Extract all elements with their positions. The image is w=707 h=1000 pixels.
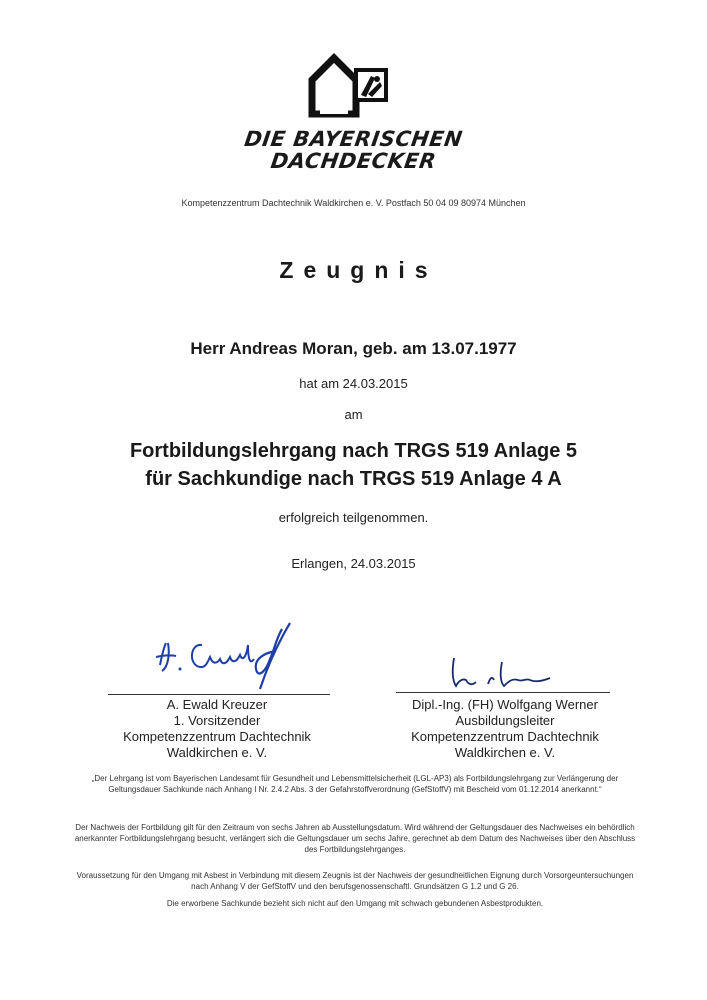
signatory-right-org-2: Waldkirchen e. V. <box>454 745 556 760</box>
course-title-line-1: Fortbildungslehrgang nach TRGS 519 Anlage 5 <box>129 440 578 462</box>
signatory-right <box>380 697 630 761</box>
certificate-title: Zeugnis <box>279 257 438 283</box>
result-text: erfolgreich teilgenommen. <box>278 510 429 525</box>
signatory-left-org-1: Kompetenzzentrum Dachtechnik <box>123 729 311 744</box>
note-accreditation: „Der Lehrgang ist vom Bayerischen Landesamt für Gesundheit und Lebensmittelsicherheit (LGL-AP3) als Fortbildungslehrgang zur Verlängerung der Geltungsdauer Sachkunde nach Anhang I Nr. 2.4.2 Abs. 3 der Gefahrstoffverordnung (GefStoffV) mit Bescheid vom 01.12.2014 anerkannt.“ <box>91 774 619 794</box>
signatory-left <box>92 697 342 761</box>
signatory-right-org-1: Kompetenzzentrum Dachtechnik <box>411 729 599 744</box>
note-validity: Der Nachweis der Fortbildung gilt für den Zeitraum von sechs Jahren ab Ausstellungsdatum. Wird während der Geltungsdauer des Nachweises ein behördlich anerkannter Fortbildungslehrgang besucht, verlängert sich die Geltungsdauer um sechs Jahre, gerechnet ab dem Datum des Nachweises über den Abschluss des Fortbildungslehrganges. <box>74 823 636 854</box>
signatory-left-org-2: Waldkirchen e. V. <box>166 745 268 760</box>
signature-line-right <box>396 692 610 693</box>
note-scope: Die erworbene Sachkunde bezieht sich nicht auf den Umgang mit schwach gebundenen Asbestprodukten. <box>166 899 544 908</box>
am-label: am <box>344 407 363 422</box>
signatory-right-name: Dipl.-Ing. (FH) Wolfgang Werner <box>412 697 598 712</box>
issuer-address: Kompetenzzentrum Dachtechnik Waldkirchen e. V. Postfach 50 04 09 80974 München <box>181 198 526 208</box>
note-requirements: Voraussetzung für den Umgang mit Asbest in Verbindung mit diesem Zeugnis ist der Nachweis der gesundheitlichen Eignung durch Vorsorgeuntersuchungen nach Anhang V der GefStoffV und den berufsgenossenschaftl. Grundsätzen G 1.2 und G 26. <box>76 871 634 891</box>
signature-line-left <box>108 694 330 695</box>
brand-line-1: DIE BAYERISCHEN <box>242 127 465 151</box>
course-title-line-2: für Sachkundige nach TRGS 519 Anlage 4 A <box>145 468 562 490</box>
recipient-name: Herr Andreas Moran, geb. am 13.07.1977 <box>190 339 517 358</box>
signature-right <box>446 652 556 692</box>
signature-left <box>150 615 310 695</box>
roof-logo-icon <box>300 52 400 118</box>
participation-date: hat am 24.03.2015 <box>299 376 408 391</box>
place-date: Erlangen, 24.03.2015 <box>291 556 416 571</box>
brand-line-2: DACHDECKER <box>269 149 438 173</box>
signatory-right-role: Ausbildungsleiter <box>455 713 555 728</box>
signatory-left-name: A. Ewald Kreuzer <box>166 697 268 712</box>
signatory-left-role: 1. Vorsitzender <box>173 713 261 728</box>
